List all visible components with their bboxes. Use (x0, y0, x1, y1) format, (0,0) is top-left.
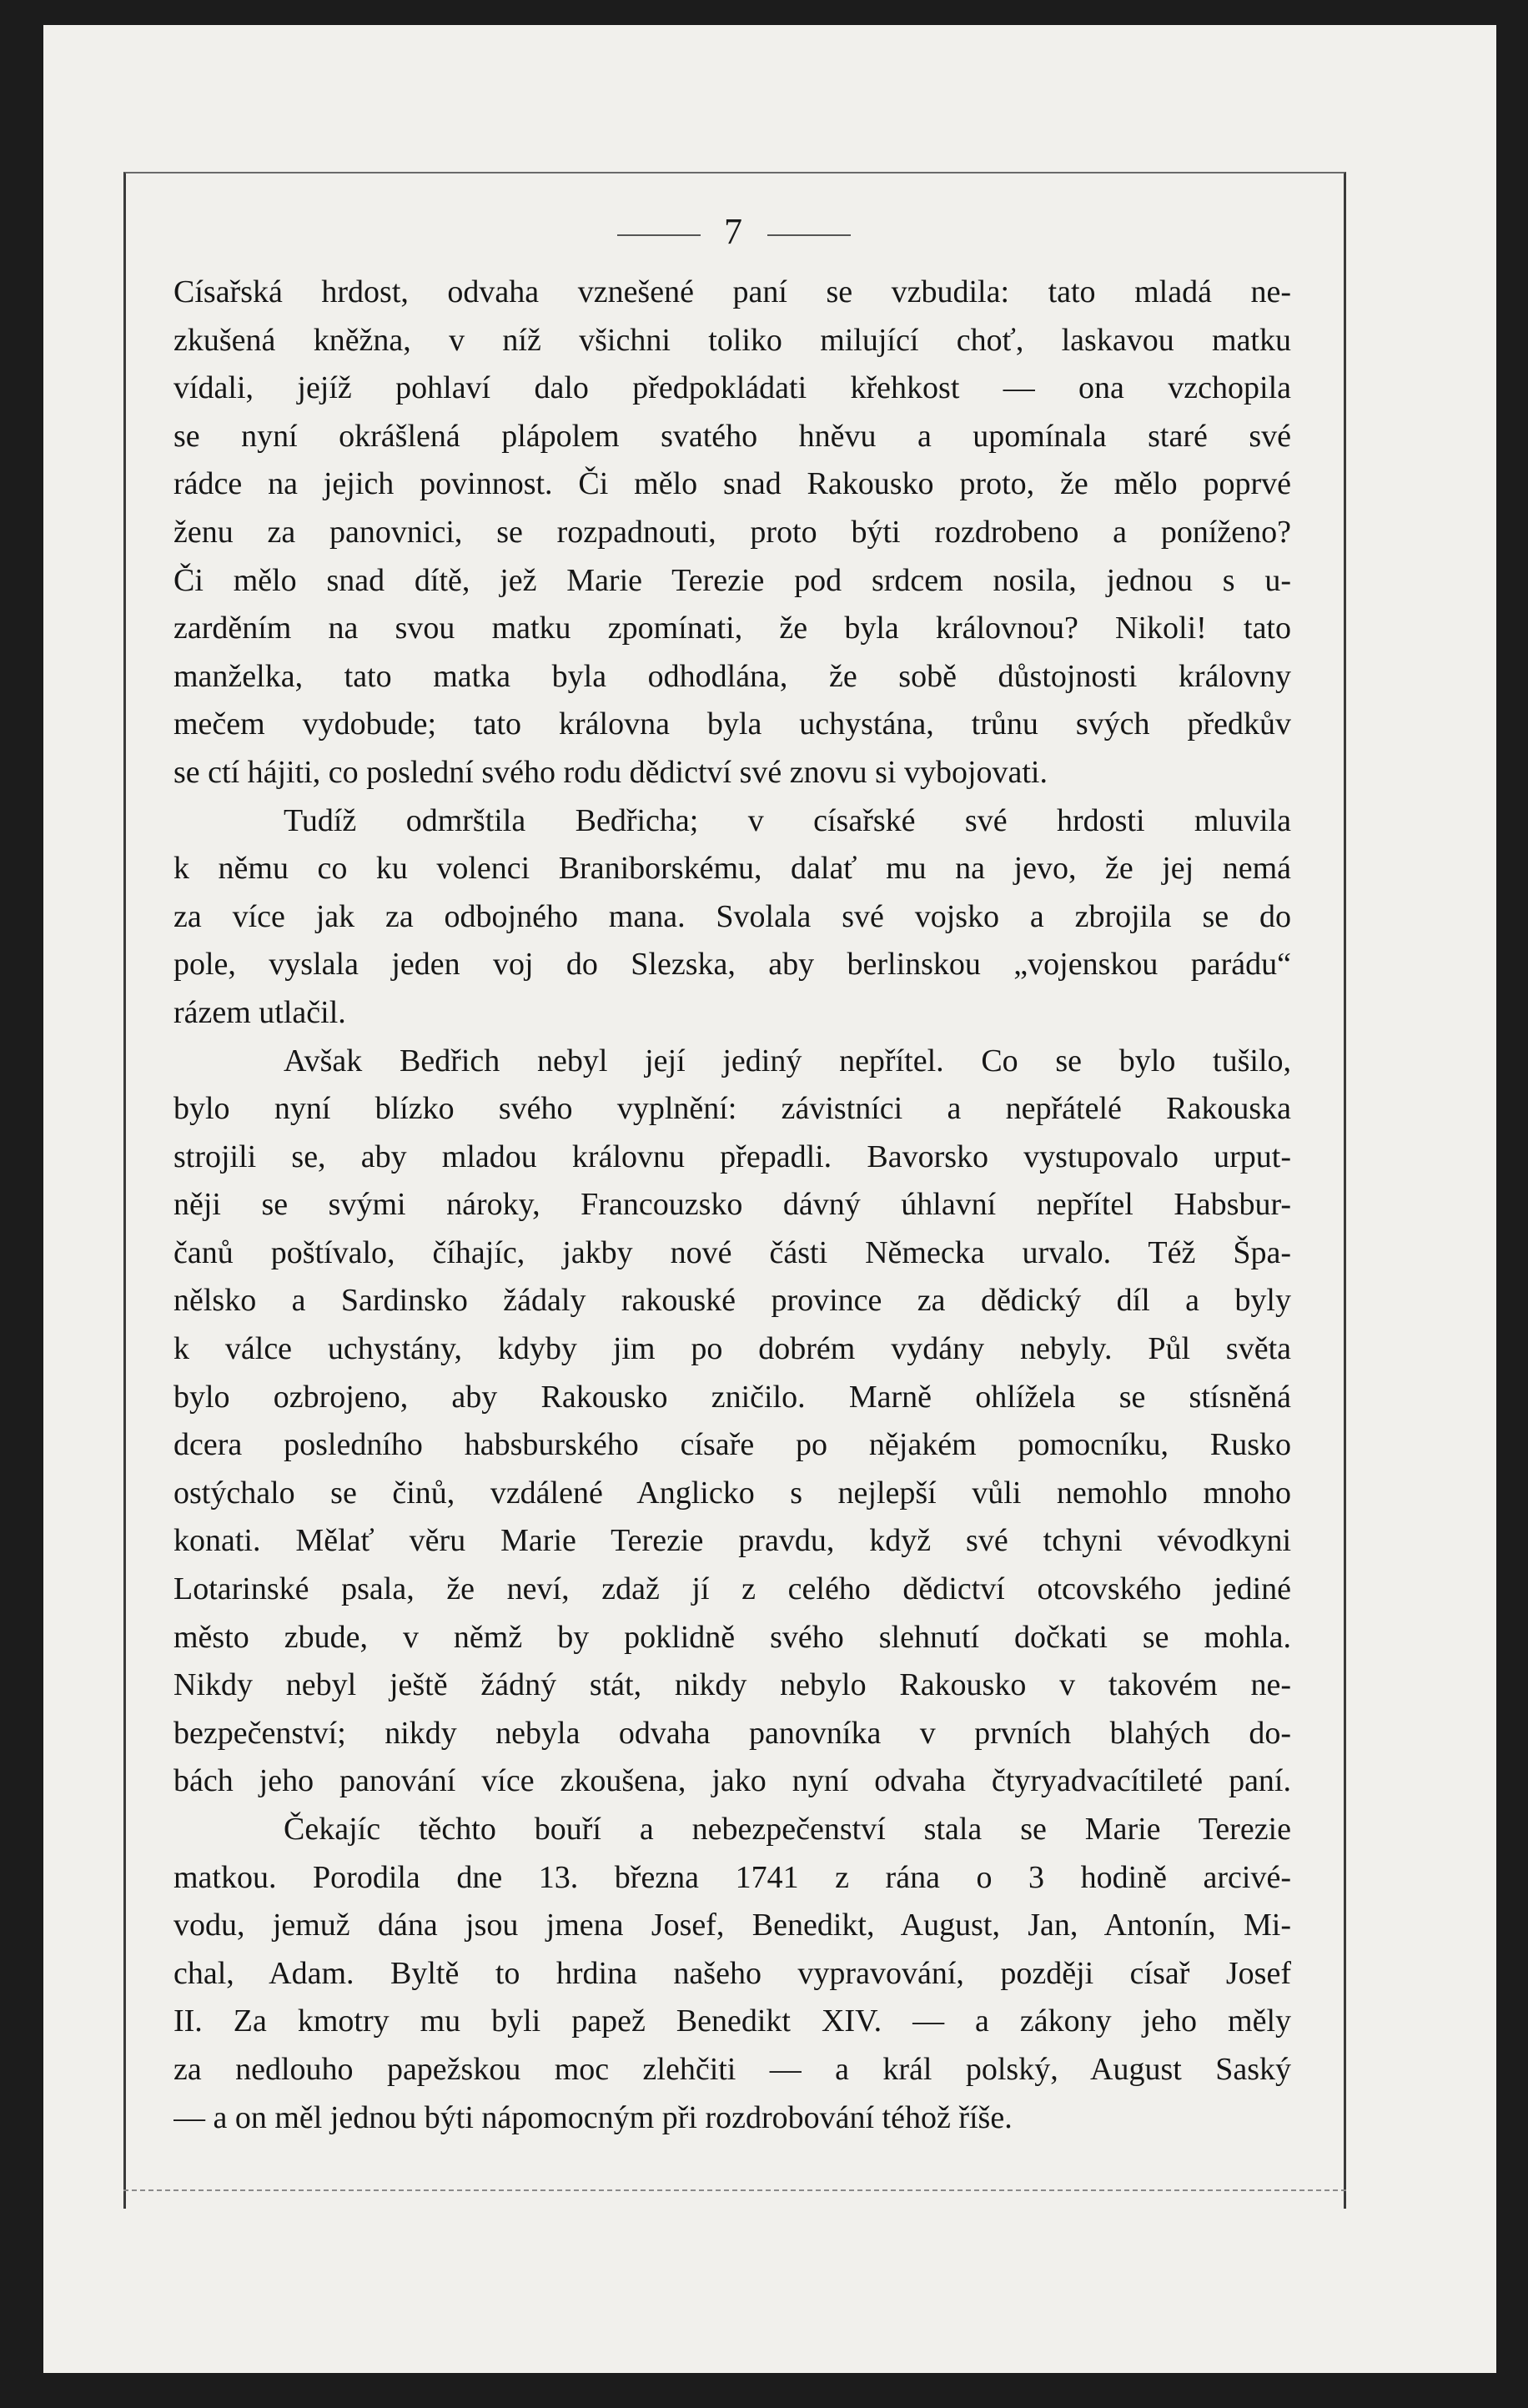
paragraph (173, 797, 1291, 1038)
page-number-header (584, 210, 884, 253)
page-text (173, 269, 1291, 2142)
text-line: vídali, jejíž pohlaví dalo předpokládati křehkost — ona vzchopila (173, 370, 1291, 406)
text-line: bezpečenství; nikdy nebyla odvaha panovníka v prvních blahých do- (173, 1715, 1291, 1751)
text-line: bách jeho panování více zkoušena, jako nyní odvaha čtyryadvacítileté paní. (173, 1763, 1291, 1799)
text-line: bylo ozbrojeno, aby Rakousko zničilo. Marně ohlížela se stísněná (173, 1379, 1291, 1415)
text-line: ostýchalo se činů, vzdálené Anglicko s nejlepší vůli nemohlo mnoho (173, 1475, 1291, 1511)
text-line: bylo nyní blízko svého vyplnění: závistníci a nepřátelé Rakouska (173, 1091, 1291, 1127)
text-line: k němu co ku volenci Braniborskému, dalať mu na jevo, že jej nemá (173, 851, 1291, 887)
text-line: konati. Mělať věru Marie Terezie pravdu, když své tchyni vévodkyni (173, 1523, 1291, 1559)
text-line: město zbude, v němž by poklidně svého slehnutí dočkati se mohla. (173, 1619, 1291, 1655)
text-line: za více jak za odbojného mana. Svolala své vojsko a zbrojila se do (173, 898, 1291, 934)
text-line: pole, vyslala jeden voj do Slezska, aby berlinskou „vojenskou parádu“ (173, 947, 1291, 983)
text-line: Císařská hrdost, odvaha vznešené paní se vzbudila: tato mladá ne- (173, 274, 1291, 309)
text-line: za nedlouho papežskou moc zlehčiti — a král polský, August Saský (173, 2051, 1291, 2087)
text-line: mečem vydobude; tato královna byla uchystána, trůnu svých předkův (173, 706, 1291, 742)
paragraph (173, 1038, 1291, 1807)
text-line: Lotarinské psala, že neví, zdaž jí z celého dědictví otcovského jediné (173, 1571, 1291, 1607)
text-line: dcera posledního habsburského císaře po nějakém pomocníku, Rusko (173, 1427, 1291, 1463)
text-line: k válce uchystány, kdyby jim po dobrém vydány nebyly. Půl světa (173, 1331, 1291, 1367)
text-line: chal, Adam. Byltě to hrdina našeho vypravování, později císař Josef (173, 1955, 1291, 1991)
header-dash-right (767, 234, 851, 236)
text-line: se nyní okrášlená plápolem svatého hněvu a upomínala staré své (173, 418, 1291, 454)
text-line: se ctí hájiti, co poslední svého rodu dědictví své znovu si vybojovati. (173, 754, 1048, 790)
text-line: zkušená kněžna, v níž všichni toliko milující choť, laskavou matku (173, 322, 1291, 358)
text-line: něji se svými nároky, Francouzsko dávný úhlavní nepřítel Habsbur- (173, 1187, 1291, 1223)
header-dash-left (617, 234, 701, 236)
text-line: Avšak Bedřich nebyl její jediný nepřítel. Co se bylo tušilo, (284, 1043, 1291, 1078)
text-line: Čekajíc těchto bouří a nebezpečenství stala se Marie Terezie (284, 1812, 1291, 1847)
text-line: nělsko a Sardinsko žádaly rakouské province za dědický díl a byly (173, 1283, 1291, 1319)
text-line: — a on měl jednou býti nápomocným při rozdrobování téhož říše. (173, 2099, 1013, 2135)
text-line: manželka, tato matka byla odhodlána, že sobě důstojnosti královny (173, 658, 1291, 694)
paragraph (173, 1806, 1291, 2142)
text-line: ženu za panovnici, se rozpadnouti, proto býti rozdrobeno a poníženo? (173, 514, 1291, 550)
text-line: II. Za kmotry mu byli papež Benedikt XIV. — a zákony jeho měly (173, 2003, 1291, 2039)
text-line: vodu, jemuž dána jsou jmena Josef, Benedikt, August, Jan, Antonín, Mi- (173, 1908, 1291, 1943)
text-line: čanů poštívalo, číhajíc, jakby nové části Německa urvalo. Též Špa- (173, 1234, 1291, 1270)
text-line: Nikdy nebyl ještě žádný stát, nikdy nebylo Rakousko v takovém ne- (173, 1667, 1291, 1703)
paragraph (173, 269, 1291, 797)
page-number: 7 (724, 211, 744, 252)
text-line: zarděním na svou matku zpomínati, že byla královnou? Nikoli! tato (173, 611, 1291, 646)
text-line: Či mělo snad dítě, jež Marie Terezie pod srdcem nosila, jednou s u- (173, 562, 1291, 598)
text-line: rádce na jejich povinnost. Či mělo snad Rakousko proto, že mělo poprvé (173, 466, 1291, 502)
text-line: rázem utlačil. (173, 994, 346, 1030)
bottom-dashed-rule (123, 2189, 1346, 2191)
text-line: matkou. Porodila dne 13. března 1741 z rána o 3 hodině arcivé- (173, 1859, 1291, 1895)
text-line: Tudíž odmrštila Bedřicha; v císařské své hrdosti mluvila (284, 802, 1291, 838)
text-line: strojili se, aby mladou královnu přepadli. Bavorsko vystupovalo urput- (173, 1139, 1291, 1174)
